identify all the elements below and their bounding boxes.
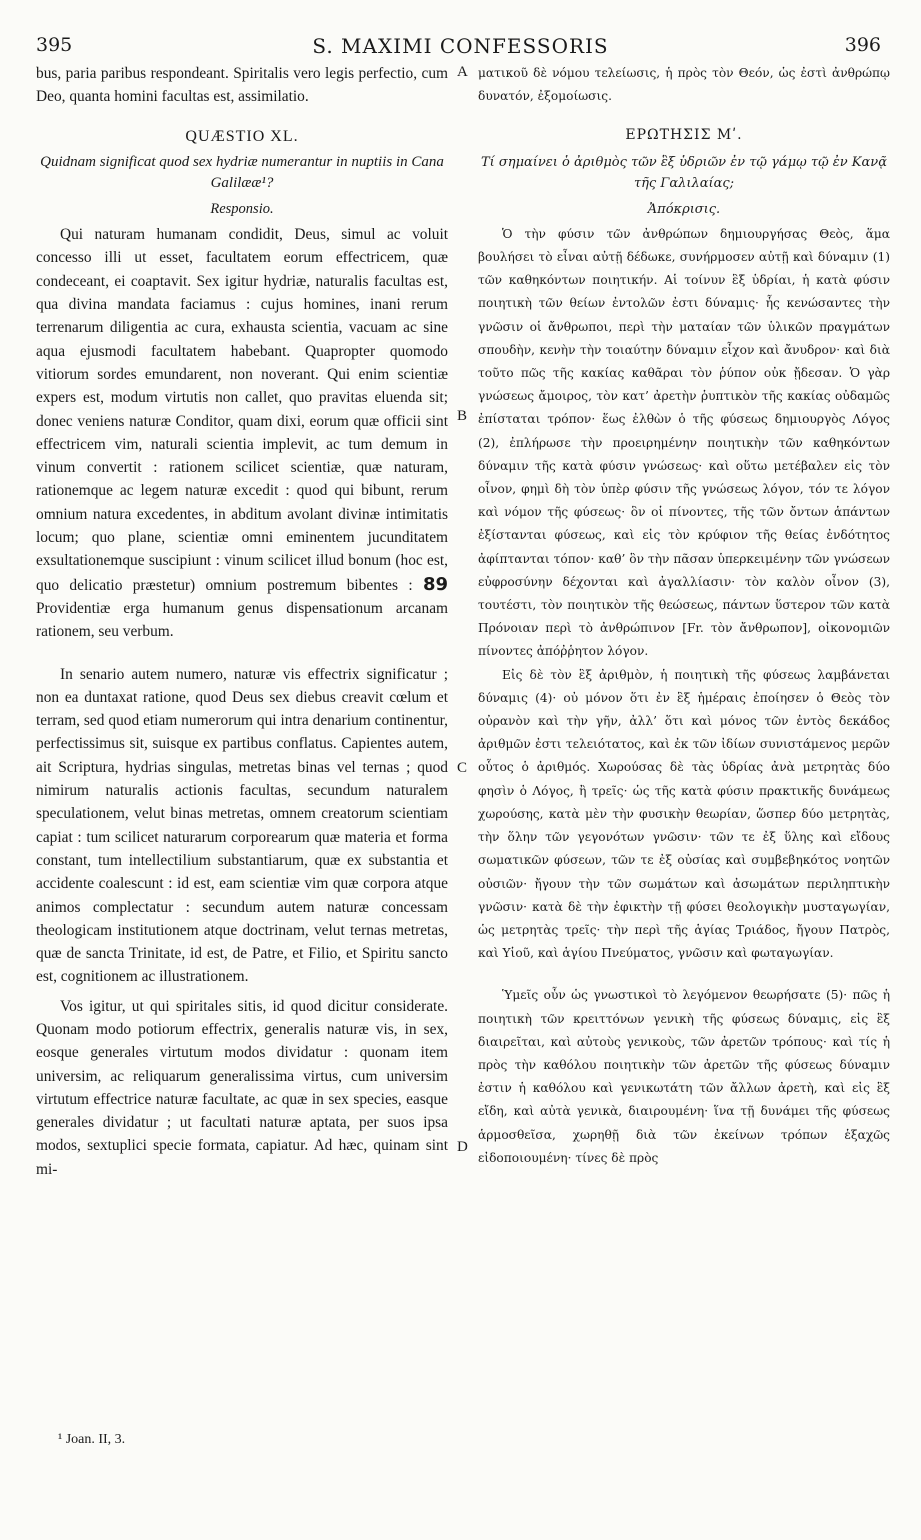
margin-letter-a: A xyxy=(457,64,468,80)
latin-response-label: Responsio. xyxy=(210,200,274,217)
margin-letter-b: B xyxy=(457,408,468,424)
latin-paragraph-1-end: Providentiæ erga humanum genus dispensationum arcanam rationem, seu verbum. xyxy=(36,599,448,641)
latin-question-subtitle: Quidnam significat quod sex hydriæ numerantur in nuptiis in Cana Galilææ¹? xyxy=(40,153,444,191)
margin-letter-d: D xyxy=(457,1139,468,1155)
greek-paragraph-3: Ὑμεῖς οὖν ὡς γνωστικοὶ τὸ λεγόμενον θεωρήσατε (5)· πῶς ἡ ποιητικὴ τῶν κρειττόνων γενικὴ τῆς φύσεως δύναμις, εἰς ἓξ διαιρεῖται, καὶ αὐτοὺς γενικοὺς, τῶν ἀρετῶν τρόπους· καὶ τίς ἡ πρὸς τὴν καθόλου ποιητικὴν τῶν ἀρετῶν τῆς φύσεως δύναμιν ἐστιν ἡ καθόλου καὶ γενικωτάτη τῶν ἄλλων ἀρετὴ, καὶ εἰς ἓξ εἴδη, καὶ αὐτὰ γενικὰ, διαιρουμένη· ἵνα τῇ δυνάμει τῆς φύσεως ἁρμοσθεῖσα, χωρηθῇ διὰ τῶν ἐκείνων τρόπων ἑξαχῶς εἰδοποιουμένη· τίνες δὲ πρὸς xyxy=(478,988,890,1165)
greek-paragraph-1: Ὁ τὴν φύσιν τῶν ἀνθρώπων δημιουργήσας Θεὸς, ἅμα βουλήσει τὸ εἶναι αὐτῇ δέδωκε, συνήρμοσεν αὐτῇ καὶ δύναμιν (1) τῶν καθηκόντων ποιητικήν. Αἱ τοίνυν ἓξ ὑδρίαι, ἡ κατὰ φύσιν ποιητικὴ τῶν θείων ἐντολῶν ἐστι δύναμις· ἧς κενώσαντες τὴν γνῶσιν οἱ ἄνθρωποι, περὶ τὴν ματαίαν τῶν ὑλικῶν πραγμάτων σπουδὴν, κενὴν τὴν τοιαύτην δύναμιν εἶχον καὶ ἄνυδρον· καὶ διὰ τοῦτο πῶς τῆς κακίας καθᾶραι τὸν ῥύπον οὐκ ᾔδεσαν. Ὁ γὰρ γνώσεως ἄμοιρος, τὸν κατ’ ἀρετὴν ῥυπτικὸν τῆς κακίας οὐδαμῶς ἐπίσταται τρόπον· ἕως ἐλθὼν ὁ τῆς φύσεως δημιουργὸς Λόγος (2), ἐπλήρωσε τὴν προειρημένην ποιητικὴν τῶν καθηκόντων δύναμιν τῆς κατὰ φύσιν γνώσεως· καὶ οὕτω μετέβαλεν εἰς τὸν οἶνον, φημὶ δὴ τὸν ὑπὲρ φύσιν τῆς γνώσεως λόγον, τόν τε λόγον καὶ νόμον τῆς φύσεως· ὃν οἱ πίνοντες, τῆς τῶν ὄντων ἁπάντων ἐξίστανται φύσεως, καὶ εἰς τὸν κρύφιον τῆς θείας ἐνδότητος ἀφίπτανται τόπον· καθ’ ὃν τὴν πᾶσαν ὑπερκειμένην τῶν γνώσεων εὐφροσύνην δέχονται καὶ ἀγαλλίασιν· τὸν καλὸν οἶνον (3), τουτέστι, τὸν ποιητικὸν τῆς θεώσεως, πάντων ὕστερον τῶν κατὰ Πρόνοιαν περὶ τὸ ἀνθρώπινον [Fr. τὸν ἄνθρωπον], οἰκονομιῶν πίνοντες ἀπόῤῥητον λόγον. xyxy=(478,226,890,659)
greek-paragraph-2: Εἰς δὲ τὸν ἓξ ἀριθμὸν, ἡ ποιητικὴ τῆς φύσεως λαμβάνεται δύναμις (4)· οὐ μόνον ὅτι ἐν ἓξ ἡμέραις ἐποίησεν ὁ Θεὸς τὸν οὐρανὸν καὶ τὴν γῆν, ἀλλ’ ὅτι καὶ μόνος τῶν ἐντὸς δεκάδος ἀριθμῶν ἐστι τελειότατος, καὶ ἐκ τῶν ἰδίων συνιστάμενος μερῶν οὗτος ὁ ἀριθμός. Χωρούσας δὲ τὰς ὑδρίας ἀνὰ μετρητὰς δύο φησὶν ὁ Λόγος, ἢ τρεῖς· ὡς τῆς κατὰ φύσιν πρακτικῆς δυνάμεως χωρούσης, κατὰ μὲν τὴν φυσικὴν θεωρίαν, ὥσπερ δύο μετρητὰς, τὴν ὅλην τῶν γεγονότων γνῶσιν· τῶν τε ἐξ ὕλης καὶ εἴδους σωματικῶν φύσεων, τῶν τε ἐξ οὐσίας καὶ συμβεβηκότος νοητῶν οὐσιῶν· ἤγουν τὴν τῶν σωμάτων καὶ ἀσωμάτων περιληπτικὴν γνῶσιν· κατὰ δὲ τὴν ἐφικτὴν τῇ φύσει θεολογικὴν μυσταγωγίαν, ὡς μετρητὰς τρεῖς· τὴν περὶ τῆς ἁγίας Τριάδος, ἤγουν Πατρὸς, καὶ Υἱοῦ, καὶ ἁγίου Πνεύματος, γνῶσιν καὶ φωταγωγίαν. xyxy=(478,667,890,961)
margin-letter-c: C xyxy=(457,760,468,776)
latin-intro: bus, paria paribus respondeant. Spiritalis vero legis perfectio, cum Deo, quanta homini facultas est, assimilatio. xyxy=(36,65,448,106)
page-number-left: 395 xyxy=(36,34,73,56)
greek-intro: ματικοῦ δὲ νόμου τελείωσις, ἡ πρὸς τὸν Θεόν, ὡς ἐστὶ ἀνθρώπῳ δυνατόν, ἐξομοίωσις. xyxy=(478,66,890,104)
greek-question-subtitle: Τί σημαίνει ὁ ἀριθμὸς τῶν ἓξ ὑδριῶν ἐν τῷ γάμῳ τῷ ἐν Κανᾷ τῆς Γαλιλαίας; xyxy=(481,154,887,191)
column-marker: 89 xyxy=(422,573,448,595)
latin-paragraph-1 xyxy=(36,223,448,643)
footnote: ¹ Joan. II, 3. xyxy=(58,1432,126,1447)
greek-response-label: Ἀπόκρισις. xyxy=(647,201,721,217)
running-title: S. MAXIMI CONFESSORIS xyxy=(312,34,609,58)
latin-question-title: QUÆSTIO XL. xyxy=(185,127,299,145)
latin-paragraph-1-text: Qui naturam humanam condidit, Deus, simul ac voluit concesso illi ut esset, facultatem eorum effectricem, quæ condeceant, ei coaptavit. Sex igitur hydriæ, naturalis facultas est, qua divina mandata faciamus : cujus homines, inani rerum terrenarum diligentia ac cura, exhausta scientia, vacuam ac sine aqua ejusmodi facultatem habebant. Quapropter quomodo vitiorum sordes emundarent, non noverant. Qui enim scientiæ expers est, modum virtutis non callet, quo pravitas eluenda sit; donec veniens naturæ Conditor, quam dixi, eorum quæ officii sint effectricem vim, naturali scientia implevit, ac tum demum in vinum convertit : rationem scilicet scientiæ, quæ naturam, rationemque ac legem naturæ excedit : quod qui bibunt, rerum omnium natura excedentes, in abditum avolant divinæ intimitatis locum; quo plane, scientiæ omni eminentem jucunditatem exsultationemque suscipiunt : vinum scilicet illud bonum (hoc est, quo delicatio præstetur) omnium postremum bibentes : xyxy=(36,226,448,594)
greek-column xyxy=(478,62,890,1170)
page-header xyxy=(0,34,921,64)
latin-paragraph-3: Vos igitur, ut qui spiritales sitis, id quod dicitur considerate. Quonam modo potiorum effectrix, generalis naturæ vis, in sex, eosque generales virtutum modos dividatur : quonam item universim, ac reliquarum generalissima virtus, cum universim virtutum effectrice naturæ facultate, ac quæ in sex species, easque generales dividatur ; ut facultati naturæ aptata, per suos ipsa modos, sextuplici specie formata, capiatur. Ad hæc, quinam sint mi- xyxy=(36,997,448,1178)
page-number-right: 396 xyxy=(844,34,881,56)
latin-column xyxy=(36,62,448,1181)
latin-paragraph-2: In senario autem numero, naturæ vis effectrix significatur ; non ea duntaxat ratione, quod Deus sex diebus creavit cœlum et terram, sed quod etiam numerorum qui intra denarium continentur, perfectissimus sit, suisque ex partibus conflatus. Capientes autem, ait Scriptura, hydrias singulas, metretas binas vel ternas ; quod nimirum naturalis actionis facultas, secundum naturalem speculationem, velut binas metretas, omnem creatorum scientiam capiat : tum scilicet naturarum corporearum quæ materia et forma constant, tum intellectilium substantiarum, quæ ex substantia et accidente coalescunt : id est, eam scientiæ vim quæ corpora atque animos complectatur : secundum autem naturæ concessam theologicam institutionem atque doctrinam, velut ternas metretas, quæ de sancta Trinitate, id est, de Patre, et Filio, et Spiritu sancto est, cognitionem ac illustrationem. xyxy=(36,665,448,986)
greek-question-title: ΕΡΩΤΗΣΙΣ Μʹ. xyxy=(625,127,743,144)
